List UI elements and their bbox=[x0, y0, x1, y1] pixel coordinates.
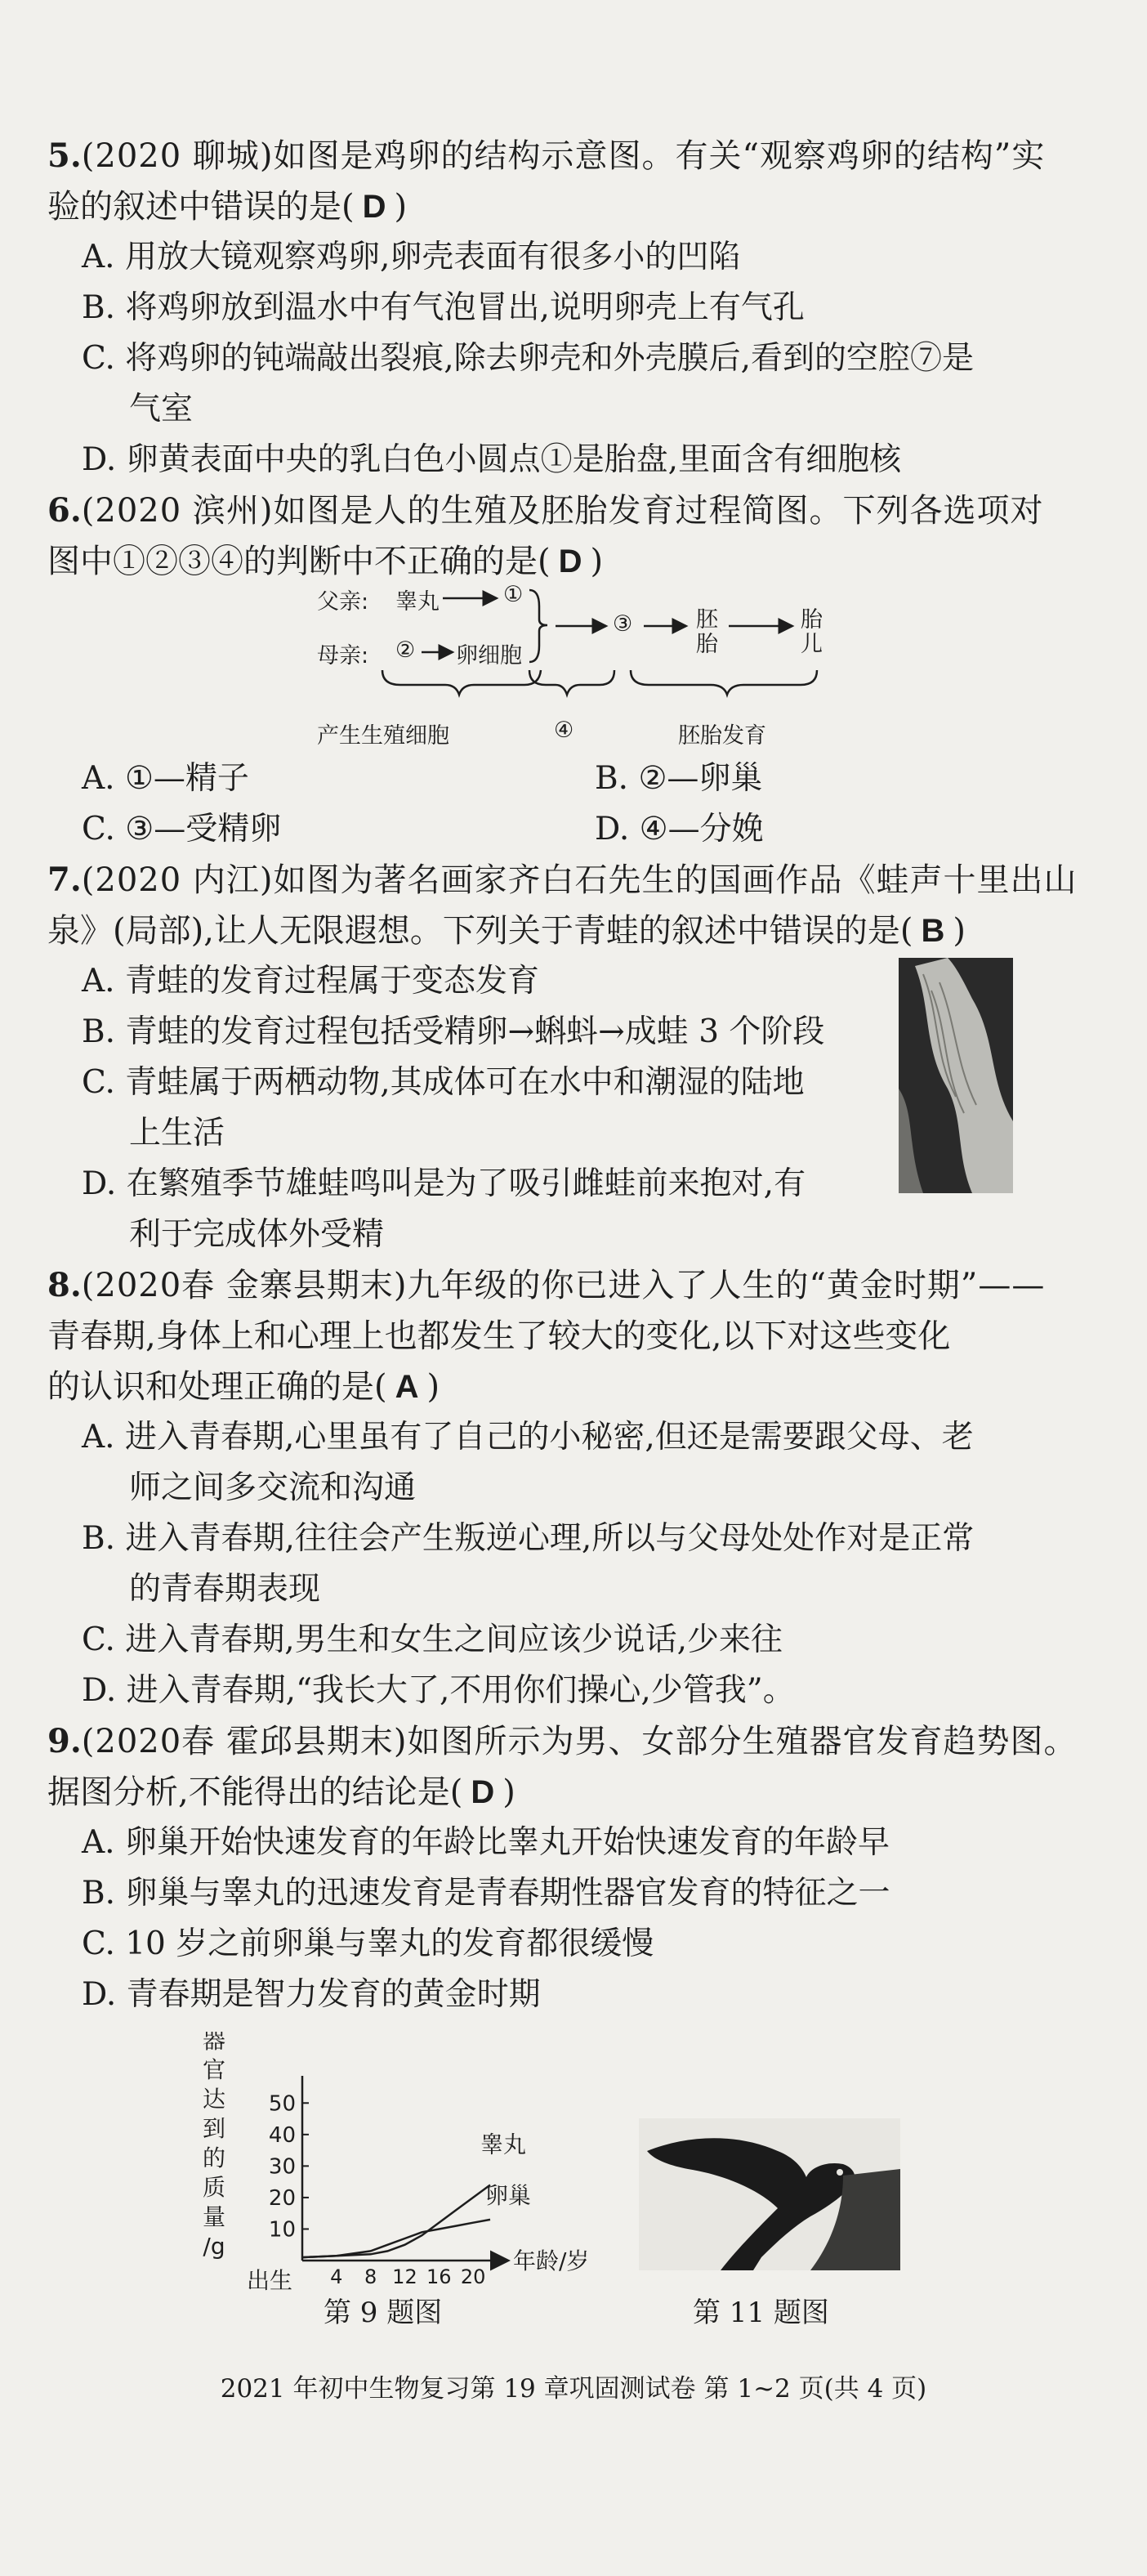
answer-mark: B bbox=[921, 913, 945, 949]
question-text: (2020春 霍邱县期末)如图所示为男、女部分生殖器官发育趋势图。 bbox=[81, 1723, 1078, 1760]
reproduction-flow-diagram bbox=[310, 579, 841, 758]
question-7-stem bbox=[47, 855, 1106, 906]
question-text: (2020 滨州)如图是人的生殖及胚胎发育过程简图。下列各选项对 bbox=[81, 492, 1044, 530]
option-c: C. ③—受精卵 bbox=[82, 811, 282, 847]
option-a: A. 进入青春期,心里虽有了自己的小秘密,但还是需要跟父母、老 bbox=[82, 1419, 974, 1456]
y-axis-label-char: /g bbox=[203, 2233, 225, 2260]
question-9-stem bbox=[47, 1716, 1106, 1767]
x-tick-label: 12 bbox=[392, 2265, 417, 2288]
option-c: C. 进入青春期,男生和女生之间应该少说话,少来往 bbox=[82, 1621, 783, 1658]
option-b: B. 卵巢与睾丸的迅速发育是青春期性器官发育的特征之一 bbox=[82, 1875, 890, 1912]
answer-mark: D bbox=[471, 1774, 495, 1810]
question-8-stem-line3 bbox=[47, 1362, 1106, 1412]
answer-mark: A bbox=[395, 1369, 419, 1405]
option-a: A. 用放大镜观察鸡卵,卵壳表面有很多小的凹陷 bbox=[82, 239, 741, 275]
question-text: ) bbox=[426, 1368, 440, 1406]
question-text: 的认识和处理正确的是( bbox=[47, 1368, 387, 1406]
option-c-continued: 上生活 bbox=[129, 1115, 225, 1152]
origin-label: 出生 bbox=[246, 2267, 292, 2293]
y-tick-label: 10 bbox=[268, 2217, 296, 2243]
produce-germ-cells-label: 产生生殖细胞 bbox=[317, 723, 449, 749]
answer-mark: D bbox=[558, 543, 582, 579]
question-text: 泉》(局部),让人无限遐想。下列关于青蛙的叙述中错误的是( bbox=[47, 912, 913, 950]
question-6-stem bbox=[47, 485, 1106, 536]
father-label: 父亲: bbox=[317, 589, 369, 615]
question-text: 验的叙述中错误的是( bbox=[47, 188, 355, 226]
option-b-continued: 的青春期表现 bbox=[129, 1571, 321, 1608]
x-tick-label: 16 bbox=[426, 2265, 452, 2288]
answer-mark: D bbox=[362, 189, 386, 225]
question-number: 9. bbox=[47, 1722, 82, 1760]
option-c: C. 将鸡卵的钝端敲出裂痕,除去卵壳和外壳膜后,看到的空腔⑦是 bbox=[82, 340, 975, 377]
y-axis-label-char: 到 bbox=[202, 2115, 226, 2142]
question-text: ) bbox=[953, 912, 966, 950]
embryo-label: 胚胎 bbox=[696, 607, 718, 657]
merge-brace bbox=[529, 590, 547, 662]
painting-artwork bbox=[899, 958, 1013, 1193]
y-axis-label-char: 质 bbox=[202, 2174, 226, 2201]
option-b: B. 将鸡卵放到温水中有气泡冒出,说明卵壳上有气孔 bbox=[82, 289, 805, 326]
egg-cell-label: 卵细胞 bbox=[456, 643, 522, 669]
y-tick-label: 20 bbox=[268, 2185, 296, 2211]
x-axis-label: 年龄/岁 bbox=[513, 2247, 590, 2274]
question-text: (2020 内江)如图为著名画家齐白石先生的国画作品《蛙声十里出山 bbox=[81, 861, 1078, 899]
option-a: A. ①—精子 bbox=[82, 760, 249, 797]
fetus-label: 胎儿 bbox=[801, 607, 823, 657]
embryo-development-label: 胚胎发育 bbox=[678, 723, 766, 749]
question-5-stem bbox=[47, 131, 1106, 181]
option-d: D. 青春期是智力发育的黄金时期 bbox=[82, 1976, 541, 2013]
question-9-stem-line2 bbox=[47, 1767, 1106, 1818]
chart-svg bbox=[196, 2032, 637, 2293]
brace-4 bbox=[529, 670, 614, 695]
question-5-stem-line2 bbox=[47, 181, 1106, 232]
y-tick-label: 50 bbox=[268, 2091, 296, 2117]
question-text: (2020春 金寨县期末)九年级的你已进入了人生的“黄金时期”—— bbox=[81, 1267, 1046, 1304]
x-tick-label: 4 bbox=[330, 2265, 343, 2288]
frog-painting-image bbox=[899, 958, 1013, 1193]
y-tick-label: 40 bbox=[268, 2122, 296, 2148]
testis-label: 睾丸 bbox=[395, 589, 440, 615]
x-tick-label: 20 bbox=[460, 2265, 486, 2288]
organ-development-chart bbox=[196, 2032, 637, 2293]
y-tick-label: 30 bbox=[268, 2154, 296, 2180]
question-text: 据图分析,不能得出的结论是( bbox=[47, 1773, 463, 1811]
question-text: ) bbox=[502, 1773, 515, 1811]
option-a: A. 卵巢开始快速发育的年龄比睾丸开始快速发育的年龄早 bbox=[82, 1824, 890, 1861]
y-axis-label-char: 官 bbox=[202, 2056, 226, 2083]
question-8-stem-line2: 青春期,身体上和心理上也都发生了较大的变化,以下对这些变化 bbox=[47, 1317, 951, 1355]
option-b: B. 进入青春期,往往会产生叛逆心理,所以与父母处处作对是正常 bbox=[82, 1520, 975, 1557]
circle-2-label: ② bbox=[395, 637, 416, 663]
figure-9-caption: 第 9 题图 bbox=[324, 2296, 443, 2329]
diagram-arrows bbox=[310, 579, 841, 758]
series-label: 卵巢 bbox=[485, 2181, 532, 2209]
y-axis-label-char: 器 bbox=[202, 2032, 226, 2054]
question-number: 8. bbox=[47, 1266, 82, 1304]
option-c-continued: 气室 bbox=[129, 391, 194, 427]
option-c: C. 青蛙属于两栖动物,其成体可在水中和潮湿的陆地 bbox=[82, 1064, 805, 1101]
series-line-testis bbox=[302, 2185, 490, 2258]
question-number: 7. bbox=[47, 861, 82, 899]
circle-4-label: ④ bbox=[554, 718, 574, 743]
x-tick-label: 8 bbox=[364, 2265, 377, 2288]
mother-label: 母亲: bbox=[317, 643, 369, 669]
option-c: C. 10 岁之前卵巢与睾丸的发育都很缓慢 bbox=[82, 1925, 654, 1962]
question-text: ) bbox=[394, 188, 408, 226]
circle-3-label: ③ bbox=[613, 611, 633, 637]
question-7-stem-line2 bbox=[47, 906, 1106, 956]
option-a-continued: 师之间多交流和沟通 bbox=[129, 1469, 417, 1506]
circle-1-label: ① bbox=[503, 582, 524, 607]
swallow-photo bbox=[639, 2118, 900, 2270]
question-text: 图中①②③④的判断中不正确的是( bbox=[47, 543, 551, 580]
option-d: D. ④—分娩 bbox=[595, 811, 764, 847]
question-text: ) bbox=[590, 543, 604, 580]
option-a: A. 青蛙的发育过程属于变态发育 bbox=[82, 963, 539, 1000]
swallow-artwork bbox=[639, 2118, 900, 2270]
option-b: B. 青蛙的发育过程包括受精卵→蝌蚪→成蛙 3 个阶段 bbox=[82, 1013, 825, 1050]
series-line-ovary bbox=[302, 2220, 490, 2257]
y-axis-label-char: 量 bbox=[202, 2203, 226, 2230]
option-b: B. ②—卵巢 bbox=[595, 760, 763, 797]
y-axis-label-char: 的 bbox=[202, 2144, 226, 2171]
option-d: D. 卵黄表面中央的乳白色小圆点①是胎盘,里面含有细胞核 bbox=[82, 441, 902, 478]
option-d-continued: 利于完成体外受精 bbox=[129, 1216, 385, 1253]
y-axis-label-char: 达 bbox=[202, 2086, 226, 2113]
question-8-stem bbox=[47, 1260, 1106, 1311]
question-number: 5. bbox=[47, 136, 82, 175]
option-d: D. 在繁殖季节雄蛙鸣叫是为了吸引雌蛙前来抱对,有 bbox=[82, 1165, 806, 1202]
brace-germ-cells bbox=[382, 670, 541, 695]
question-number: 6. bbox=[47, 491, 82, 530]
series-label: 睾丸 bbox=[480, 2131, 527, 2158]
brace-embryo bbox=[631, 670, 817, 695]
option-d: D. 进入青春期,“我长大了,不用你们操心,少管我”。 bbox=[82, 1672, 795, 1709]
page-footer: 2021 年初中生物复习第 19 章巩固测试卷 第 1~2 页(共 4 页) bbox=[220, 2374, 927, 2404]
question-text: (2020 聊城)如图是鸡卵的结构示意图。有关“观察鸡卵的结构”实 bbox=[81, 137, 1046, 175]
figure-11-caption: 第 11 题图 bbox=[693, 2296, 829, 2329]
